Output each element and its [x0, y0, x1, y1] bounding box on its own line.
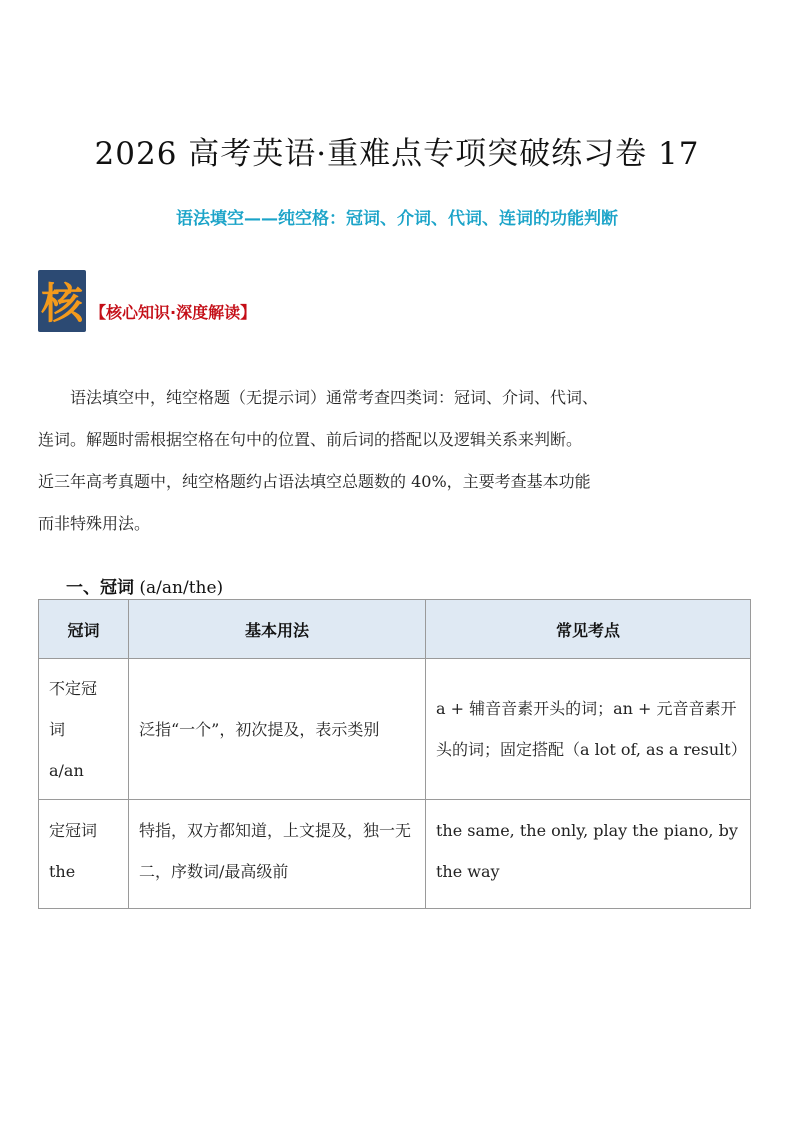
- article-line: the: [49, 862, 76, 881]
- article-line: 定冠词: [49, 821, 98, 840]
- header-article: 冠词: [39, 600, 129, 659]
- cell-usage: 特指，双方都知道，上文提及，独一无二，序数词/最高级前: [129, 800, 426, 909]
- part1-heading-cn: 一、冠词: [66, 578, 134, 598]
- table-header-row: [39, 600, 751, 659]
- article-line: 不定冠: [49, 678, 98, 698]
- articles-table: [38, 599, 751, 909]
- table-row: [39, 659, 751, 800]
- intro-line: 而非特殊用法。: [38, 514, 151, 533]
- cell-points: the same, the only, play the piano, by the way: [426, 800, 751, 909]
- header-points: 常见考点: [426, 600, 751, 659]
- intro-paragraph: [38, 377, 773, 545]
- article-line: 词: [49, 719, 66, 739]
- section-label: 【核心知识·深度解读】: [90, 303, 257, 322]
- cell-points: a + 辅音音素开头的词；an + 元音音素开头的词；固定搭配（a lot of, as a result）: [426, 659, 751, 800]
- document-subtitle: 语法填空——纯空格：冠词、介词、代词、连词的功能判断: [176, 209, 618, 229]
- cell-article: [39, 659, 129, 800]
- article-line: a/an: [49, 760, 84, 780]
- cell-article: [39, 800, 129, 909]
- part1-heading-en: (a/an/the): [139, 578, 224, 598]
- table-row: [39, 800, 751, 909]
- document-title: 2026 高考英语·重难点专项突破练习卷 17: [94, 136, 700, 172]
- intro-line: 近三年高考真题中，纯空格题约占语法填空总题数的 40%，主要考查基本功能: [38, 472, 591, 491]
- intro-line: 连词。解题时需根据空格在句中的位置、前后词的搭配以及逻辑关系来判断。: [38, 430, 583, 449]
- intro-line: 语法填空中，纯空格题（无提示词）通常考查四类词：冠词、介词、代词、: [70, 388, 599, 407]
- part1-heading: [66, 573, 223, 598]
- header-usage: 基本用法: [129, 600, 426, 659]
- cell-usage: 泛指“一个”，初次提及，表示类别: [129, 659, 426, 800]
- section-badge: 核: [38, 270, 86, 332]
